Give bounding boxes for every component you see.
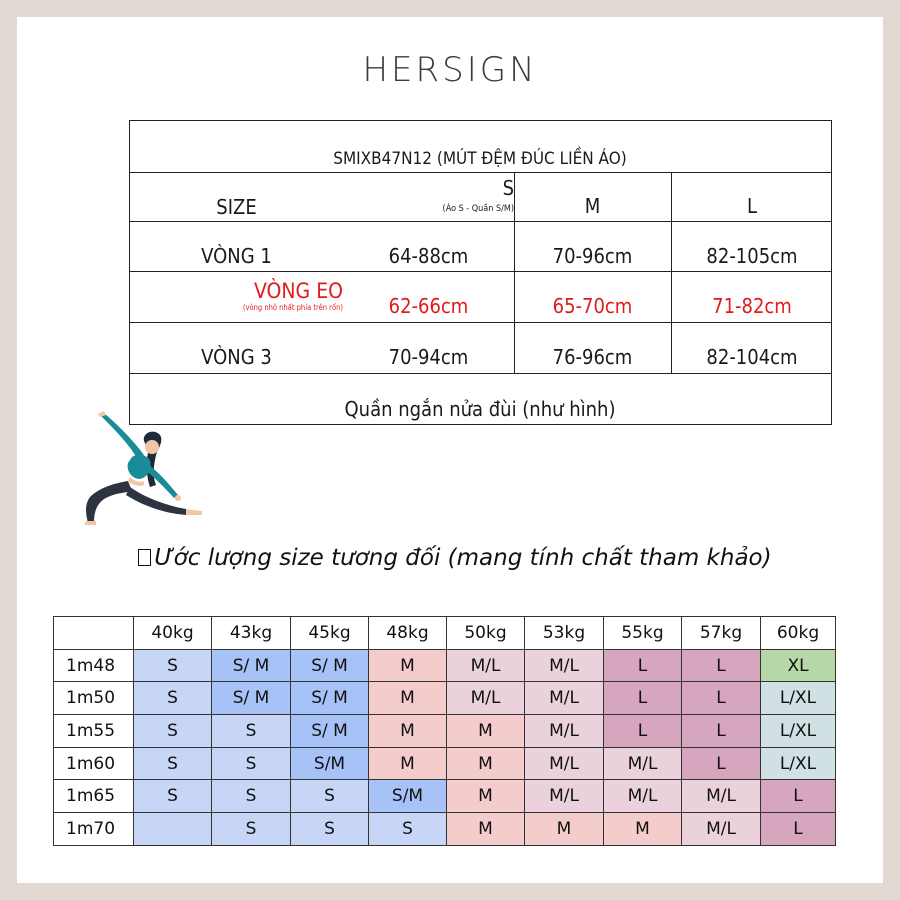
table-row: [54, 682, 836, 715]
height-header: 1m50: [54, 682, 134, 715]
size-cell: L: [761, 780, 836, 813]
table-row: [54, 813, 836, 846]
height-header: 1m65: [54, 780, 134, 813]
size-cell: L: [682, 649, 761, 682]
row-label-hip: VÒNG 3: [201, 345, 272, 369]
size-column-label: SIZE: [216, 195, 257, 219]
corner-cell: [54, 617, 134, 650]
size-cell: L: [682, 682, 761, 715]
size-cell: S: [134, 682, 212, 715]
bust-m-value: 70-96cm: [552, 244, 633, 268]
bust-s-value: 64-88cm: [388, 244, 469, 268]
size-cell: M: [369, 649, 447, 682]
size-s-header: [343, 172, 514, 219]
row-label-waist: [130, 271, 343, 320]
size-cell: S: [212, 780, 291, 813]
size-cell: M/L: [682, 813, 761, 846]
size-cell: M: [369, 747, 447, 780]
brand-logo: HERSIGN: [362, 50, 538, 90]
size-cell: S/ M: [291, 682, 369, 715]
size-cell: M/L: [525, 715, 604, 748]
shorts-note: Quần ngắn nửa đùi (như hình): [344, 397, 616, 421]
table-row: [54, 747, 836, 780]
size-cell: S/ M: [291, 715, 369, 748]
size-cell: S: [212, 813, 291, 846]
waist-m-value: 65-70cm: [552, 294, 633, 318]
size-s-note: (Áo S - Quần S/M): [442, 203, 514, 214]
estimate-heading: [95, 545, 815, 571]
hip-s-value: 70-94cm: [388, 345, 469, 369]
size-cell: M/L: [447, 682, 525, 715]
height-header: 1m60: [54, 747, 134, 780]
weight-header-row: [54, 617, 836, 650]
size-s-label: S: [502, 175, 514, 200]
size-cell: M/L: [447, 649, 525, 682]
weight-header: 40kg: [134, 617, 212, 650]
waist-label: VÒNG EO: [254, 278, 343, 303]
bust-l-value: 82-105cm: [706, 244, 798, 268]
height-header: 1m70: [54, 813, 134, 846]
size-cell: M/L: [682, 780, 761, 813]
size-cell: XL: [761, 649, 836, 682]
size-cell: L: [682, 747, 761, 780]
size-cell: L: [604, 649, 682, 682]
product-code-title: SMIXB47N12 (MÚT ĐỆM ĐÚC LIỀN ÁO): [333, 149, 627, 169]
size-cell: M: [604, 813, 682, 846]
size-cell: M/L: [604, 780, 682, 813]
waist-note: (vòng nhỏ nhất phía trên rốn): [242, 302, 343, 312]
size-cell: L: [604, 682, 682, 715]
size-m-header: M: [584, 194, 601, 218]
size-cell: S: [212, 715, 291, 748]
size-estimate-table: [53, 616, 836, 846]
size-cell: M: [447, 780, 525, 813]
size-cell: L: [604, 715, 682, 748]
size-cell: S/ M: [212, 649, 291, 682]
size-cell: S: [212, 747, 291, 780]
table-row: [54, 715, 836, 748]
weight-header: 50kg: [447, 617, 525, 650]
size-cell: M/L: [525, 682, 604, 715]
hip-m-value: 76-96cm: [552, 345, 633, 369]
size-cell: S: [134, 715, 212, 748]
hip-l-value: 82-104cm: [706, 345, 798, 369]
size-cell: L/XL: [761, 682, 836, 715]
size-cell: S: [369, 813, 447, 846]
size-cell: L/XL: [761, 715, 836, 748]
size-cell: S: [134, 780, 212, 813]
size-cell: S: [134, 747, 212, 780]
size-cell: L: [682, 715, 761, 748]
weight-header: 57kg: [682, 617, 761, 650]
size-cell: M: [369, 715, 447, 748]
size-cell: L/XL: [761, 747, 836, 780]
size-cell: [134, 813, 212, 846]
size-cell: M: [525, 813, 604, 846]
size-cell: S: [134, 649, 212, 682]
size-cell: M/L: [525, 780, 604, 813]
size-cell: S/M: [369, 780, 447, 813]
size-cell: S/ M: [212, 682, 291, 715]
table-row: [54, 649, 836, 682]
size-cell: M: [447, 813, 525, 846]
waist-l-value: 71-82cm: [712, 294, 792, 318]
checkbox-glyph-icon: [138, 549, 151, 566]
weight-header: 48kg: [369, 617, 447, 650]
table-row: [54, 780, 836, 813]
row-label-bust: VÒNG 1: [201, 244, 272, 268]
weight-header: 60kg: [761, 617, 836, 650]
weight-header: 43kg: [212, 617, 291, 650]
size-cell: M/L: [525, 649, 604, 682]
weight-header: 45kg: [291, 617, 369, 650]
size-cell: M: [369, 682, 447, 715]
height-header: 1m48: [54, 649, 134, 682]
size-cell: S/ M: [291, 649, 369, 682]
weight-header: 53kg: [525, 617, 604, 650]
estimate-heading-text: Ước lượng size tương đối (mang tính chất tham khảo): [154, 545, 772, 571]
size-cell: S/M: [291, 747, 369, 780]
size-table: [129, 120, 832, 425]
yoga-woman-stretch-icon: [60, 405, 210, 530]
waist-s-value: 62-66cm: [388, 294, 469, 318]
size-cell: L: [761, 813, 836, 846]
size-cell: S: [291, 813, 369, 846]
size-cell: M/L: [604, 747, 682, 780]
size-cell: M/L: [525, 747, 604, 780]
size-cell: S: [291, 780, 369, 813]
size-cell: M: [447, 715, 525, 748]
weight-header: 55kg: [604, 617, 682, 650]
size-cell: M: [447, 747, 525, 780]
size-l-header: L: [746, 194, 758, 218]
height-header: 1m55: [54, 715, 134, 748]
